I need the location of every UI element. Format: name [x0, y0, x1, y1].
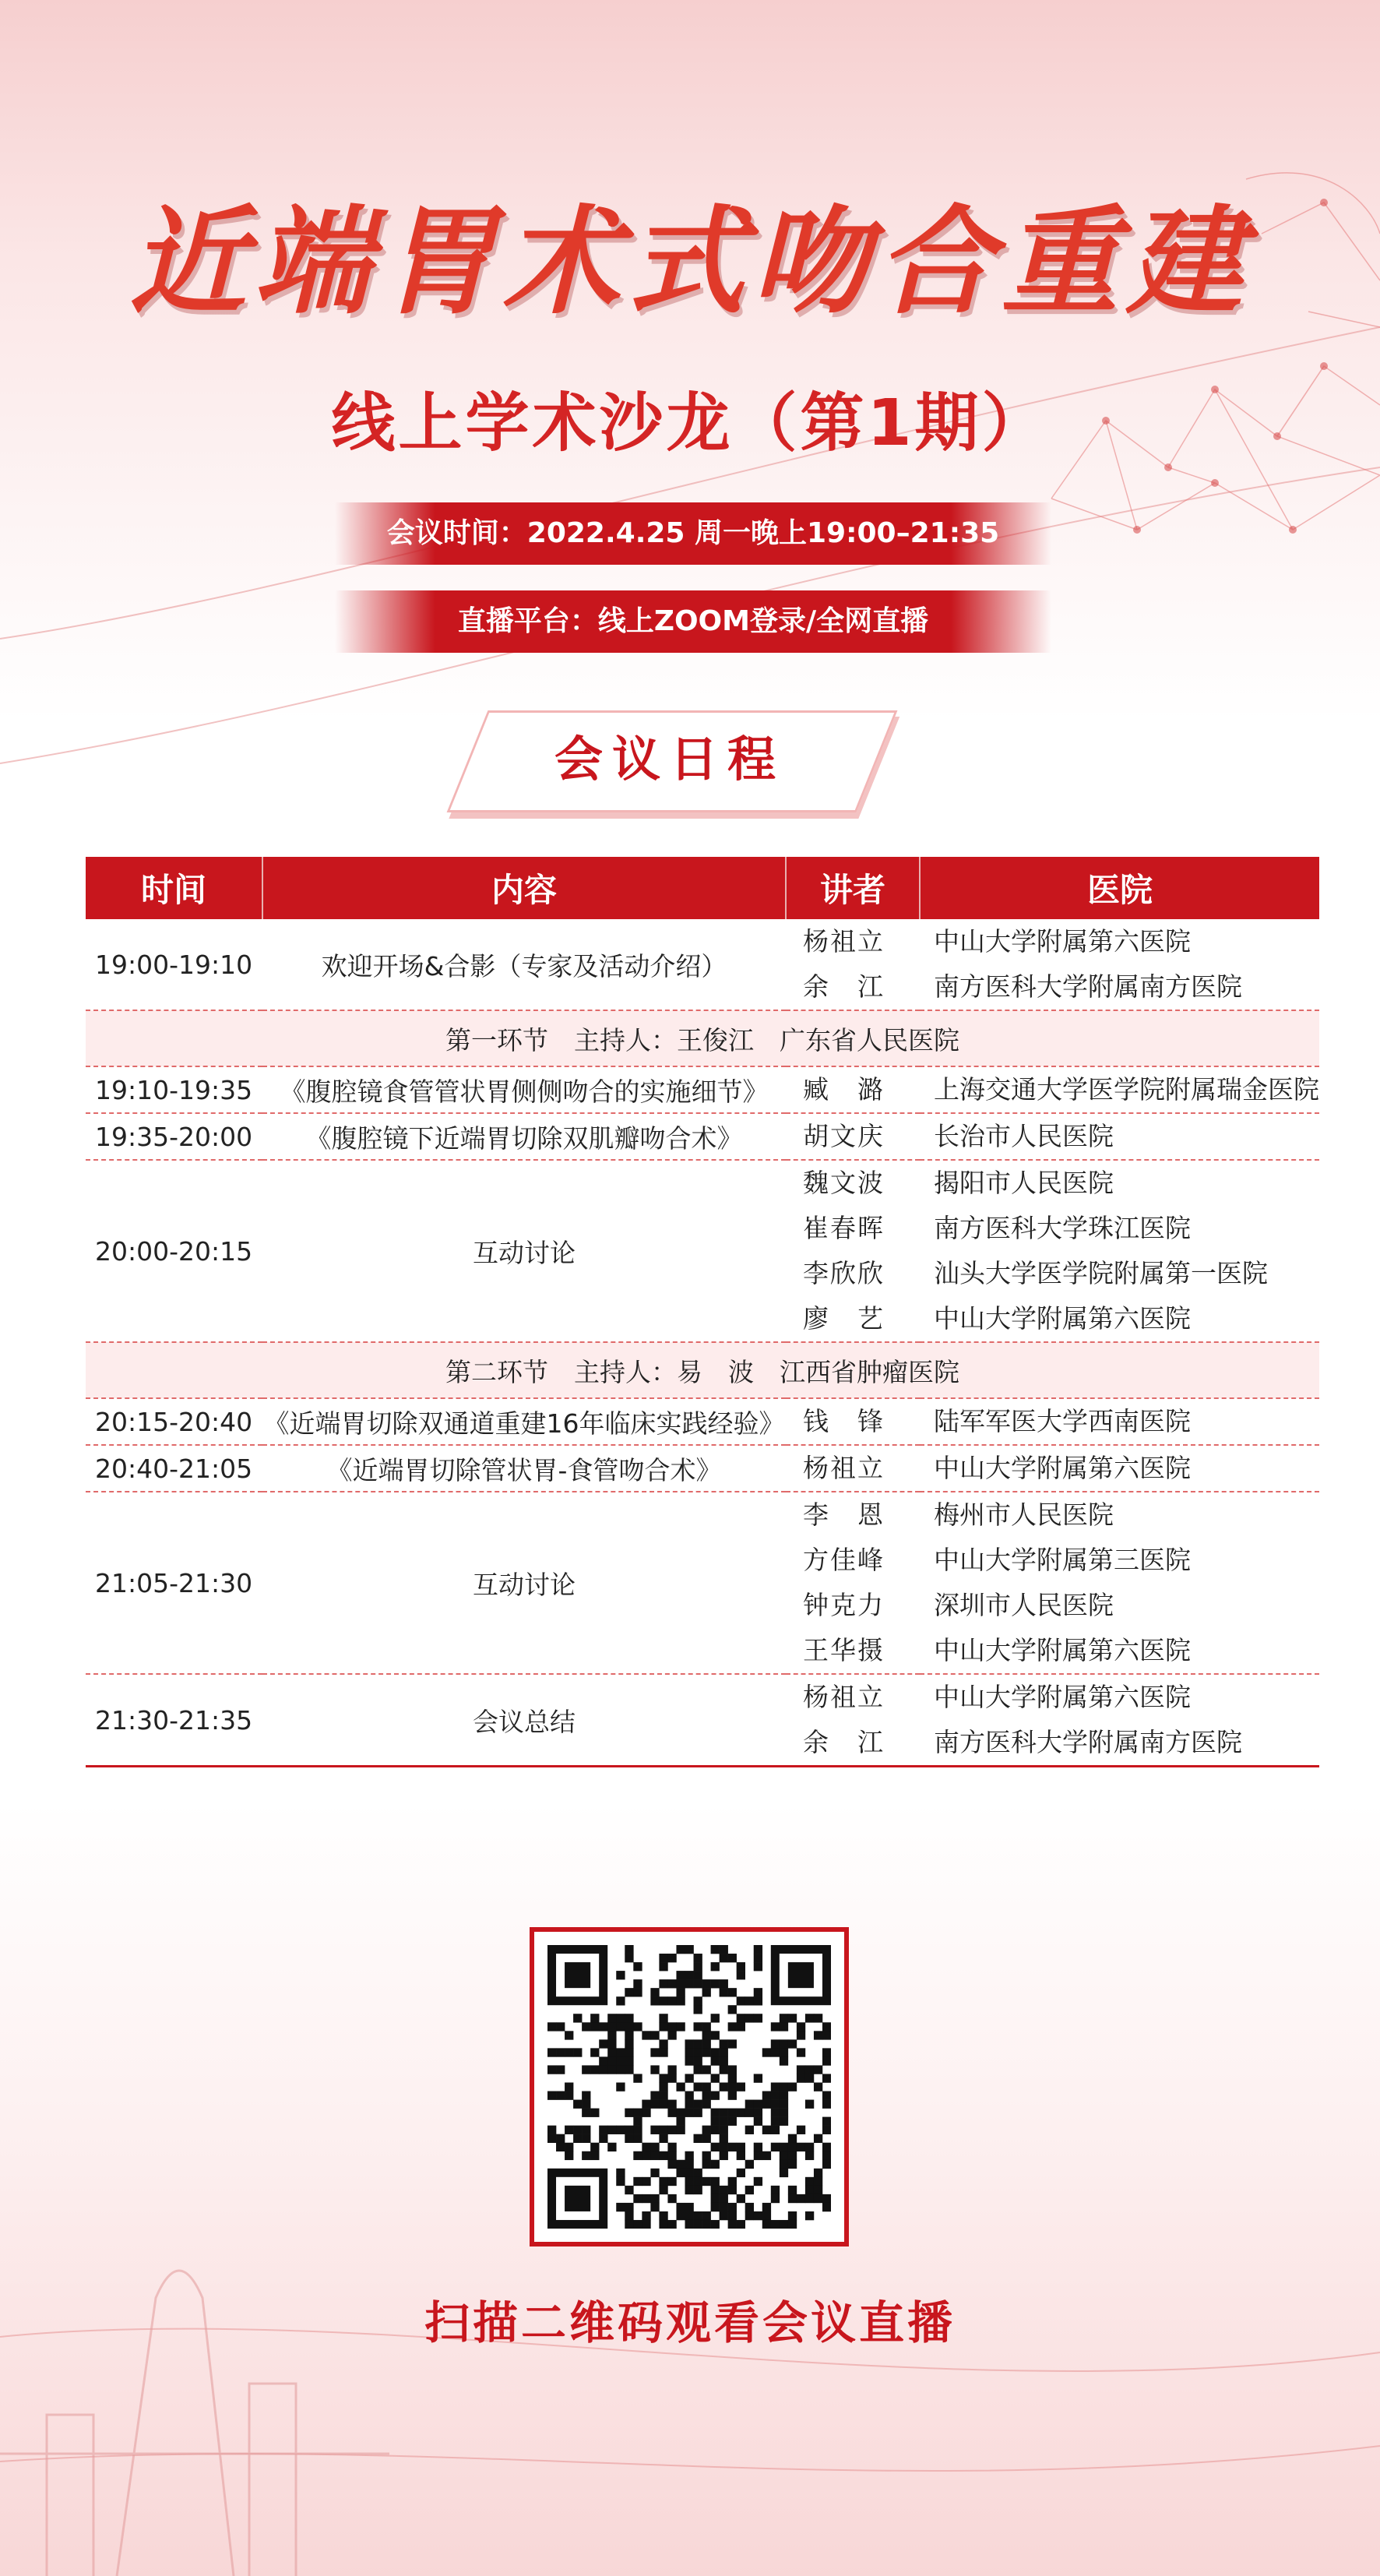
row-hospitals: [920, 1492, 1319, 1674]
speaker-name: 魏文波: [803, 1168, 885, 1198]
speaker-name: 余 江: [803, 1727, 885, 1757]
table-header-row: [86, 857, 1319, 919]
hospital-name: 梅州市人民医院: [934, 1499, 1114, 1530]
table-row: [86, 1445, 1319, 1492]
event-subtitle: 线上学术沙龙（第1期）: [331, 386, 1049, 460]
row-hospitals: [920, 1113, 1319, 1160]
row-time: 20:00-20:15: [86, 1160, 262, 1342]
row-time: 19:00-19:10: [86, 919, 262, 1010]
speaker-name: 杨祖立: [803, 1453, 885, 1483]
hospital-name: 揭阳市人民医院: [934, 1168, 1114, 1198]
speaker-name: 王华摄: [803, 1635, 885, 1665]
speaker-name: 李 恩: [803, 1499, 885, 1530]
qr-code-icon: [547, 1945, 831, 2229]
speaker-name: 廖 艺: [803, 1303, 885, 1334]
speaker-name: 余 江: [803, 971, 885, 1002]
row-hospitals: [920, 1674, 1319, 1767]
meeting-time-banner: 会议时间：2022.4.25 周一晚上19:00–21:35: [335, 502, 1051, 565]
header-time: 时间: [86, 857, 262, 919]
row-content: 互动讨论: [262, 1160, 786, 1342]
row-speakers: [786, 1113, 920, 1160]
hospital-name: 中山大学附属第六医院: [934, 1303, 1191, 1334]
table-row: [86, 1160, 1319, 1342]
speaker-name: 臧 潞: [803, 1074, 885, 1105]
row-speakers: [786, 919, 920, 1010]
table-row: [86, 1398, 1319, 1445]
row-time: 20:40-21:05: [86, 1445, 262, 1492]
row-hospitals: [920, 1066, 1319, 1113]
row-time: 19:35-20:00: [86, 1113, 262, 1160]
row-hospitals: [920, 1160, 1319, 1342]
row-content: 《近端胃切除双通道重建16年临床实践经验》: [262, 1398, 786, 1445]
speaker-name: 李欣欣: [803, 1258, 885, 1288]
platform-banner: 直播平台：线上ZOOM登录/全网直播: [335, 590, 1051, 653]
hospital-name: 上海交通大学医学院附属瑞金医院: [934, 1074, 1319, 1105]
speaker-name: 方佳峰: [803, 1545, 885, 1575]
row-speakers: [786, 1492, 920, 1674]
row-content: 《腹腔镜下近端胃切除双肌瓣吻合术》: [262, 1113, 786, 1160]
row-speakers: [786, 1398, 920, 1445]
section-label: 第二环节 主持人：易 波 江西省肿瘤医院: [86, 1342, 1319, 1398]
speaker-name: 杨祖立: [803, 1682, 885, 1712]
event-title: 近端胃术式吻合重建: [128, 193, 1251, 330]
row-speakers: [786, 1674, 920, 1767]
hospital-name: 南方医科大学附属南方医院: [934, 971, 1242, 1002]
row-time: 19:10-19:35: [86, 1066, 262, 1113]
row-content: 互动讨论: [262, 1492, 786, 1674]
row-speakers: [786, 1445, 920, 1492]
section-label: 第一环节 主持人：王俊江 广东省人民医院: [86, 1010, 1319, 1066]
header-content: 内容: [262, 857, 786, 919]
hospital-name: 中山大学附属第三医院: [934, 1545, 1191, 1575]
hospital-name: 南方医科大学附属南方医院: [934, 1727, 1242, 1757]
row-content: 《近端胃切除管状胃-食管吻合术》: [262, 1445, 786, 1492]
row-hospitals: [920, 1398, 1319, 1445]
qr-caption: 扫描二维码观看会议直播: [424, 2296, 956, 2349]
row-time: 20:15-20:40: [86, 1398, 262, 1445]
hospital-name: 汕头大学医学院附属第一医院: [934, 1258, 1268, 1288]
row-content: 欢迎开场&合影（专家及活动介绍）: [262, 919, 786, 1010]
hospital-name: 中山大学附属第六医院: [934, 926, 1191, 957]
table-row: [86, 1066, 1319, 1113]
hospital-name: 中山大学附属第六医院: [934, 1635, 1191, 1665]
speaker-name: 钱 锋: [803, 1406, 885, 1436]
hospital-name: 中山大学附属第六医院: [934, 1453, 1191, 1483]
speaker-name: 杨祖立: [803, 926, 885, 957]
row-hospitals: [920, 1445, 1319, 1492]
hospital-name: 陆军军医大学西南医院: [934, 1406, 1191, 1436]
row-time: 21:05-21:30: [86, 1492, 262, 1674]
row-content: 会议总结: [262, 1674, 786, 1767]
table-row: [86, 1492, 1319, 1674]
header-hospital: 医院: [920, 857, 1319, 919]
schedule-table: [86, 857, 1319, 1767]
hospital-name: 中山大学附属第六医院: [934, 1682, 1191, 1712]
qr-code[interactable]: [530, 1927, 849, 2247]
hospital-name: 长治市人民医院: [934, 1121, 1114, 1151]
section-row: [86, 1342, 1319, 1398]
schedule-heading: 会议日程: [554, 731, 785, 788]
speaker-name: 胡文庆: [803, 1121, 885, 1151]
row-speakers: [786, 1160, 920, 1342]
speaker-name: 钟克力: [803, 1590, 885, 1620]
row-time: 21:30-21:35: [86, 1674, 262, 1767]
hospital-name: 南方医科大学珠江医院: [934, 1213, 1191, 1243]
table-row: [86, 919, 1319, 1010]
speaker-name: 崔春晖: [803, 1213, 885, 1243]
row-speakers: [786, 1066, 920, 1113]
table-row: [86, 1674, 1319, 1767]
section-row: [86, 1010, 1319, 1066]
row-content: 《腹腔镜食管管状胃侧侧吻合的实施细节》: [262, 1066, 786, 1113]
row-hospitals: [920, 919, 1319, 1010]
table-row: [86, 1113, 1319, 1160]
header-speaker: 讲者: [786, 857, 920, 919]
hospital-name: 深圳市人民医院: [934, 1590, 1114, 1620]
